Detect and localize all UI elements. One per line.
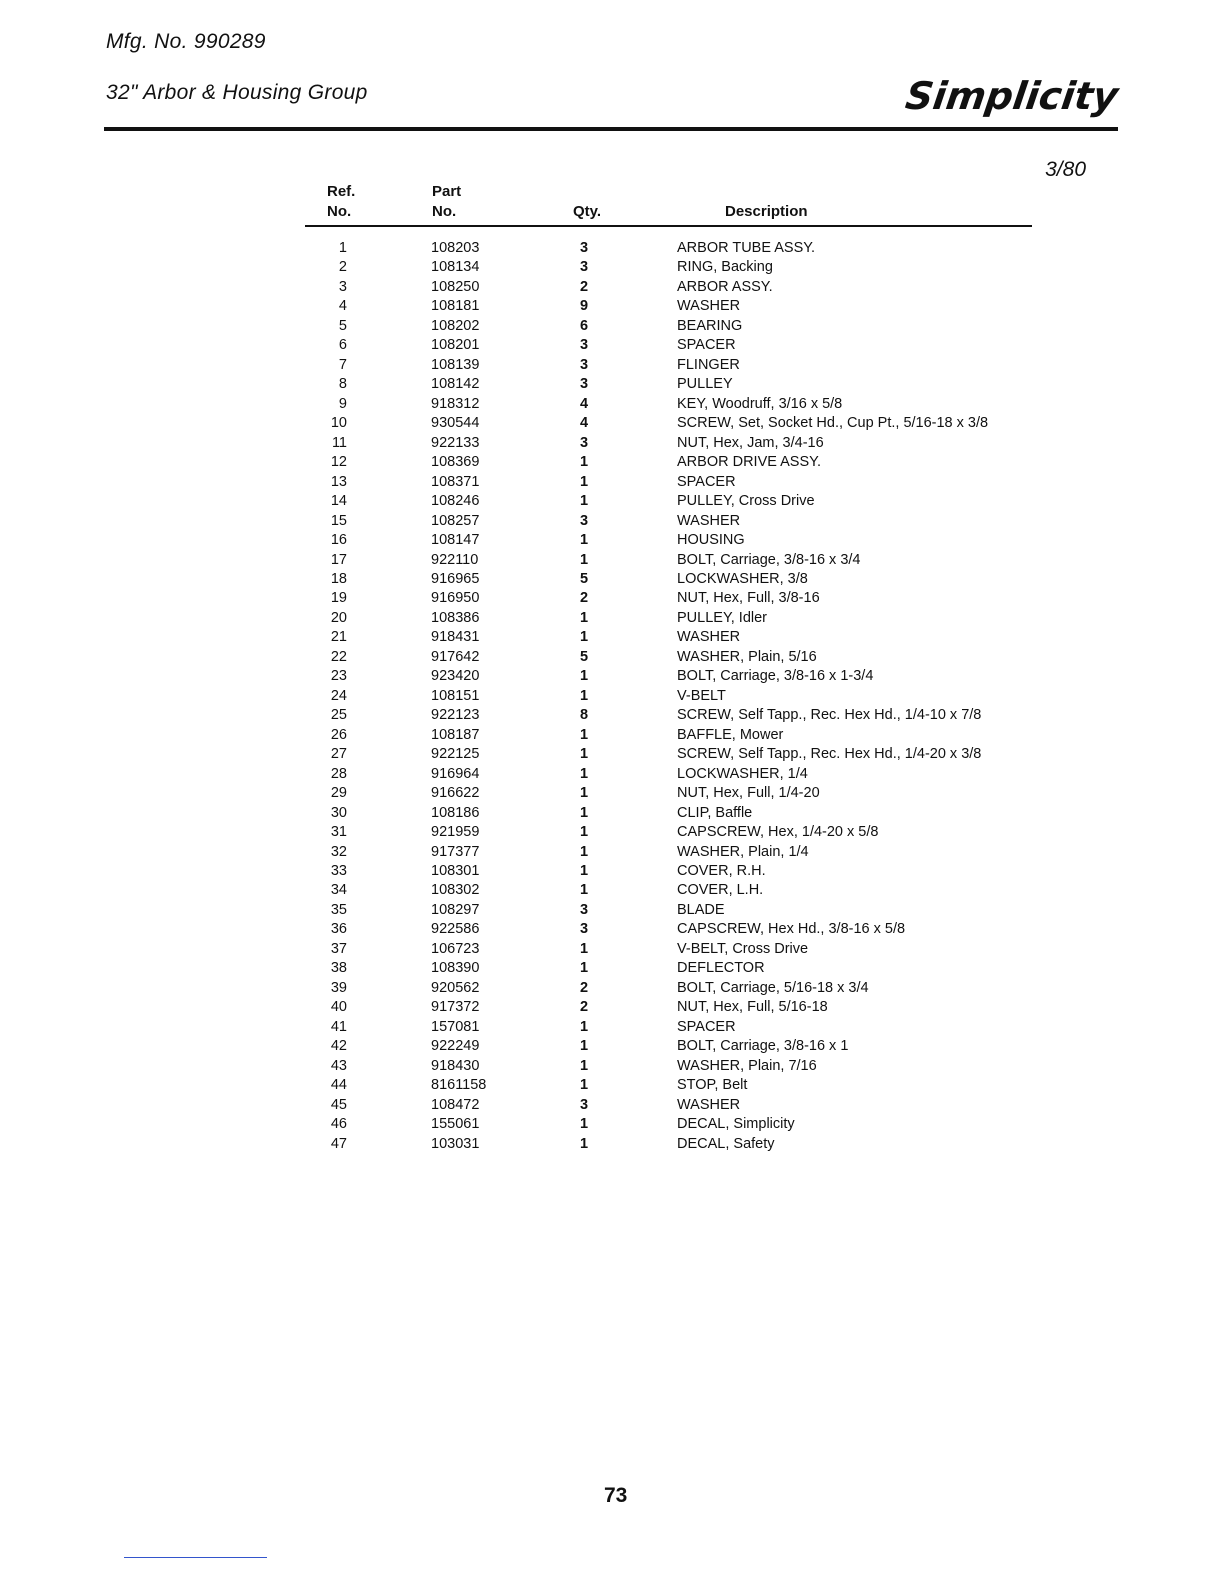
description: BOLT, Carriage, 3/8-16 x 1 [677, 1038, 849, 1055]
ref-number: 47 [330, 1135, 347, 1152]
description: ARBOR DRIVE ASSY. [677, 454, 821, 471]
ref-number: 5 [338, 317, 347, 334]
quantity: 1 [579, 804, 589, 821]
quantity: 3 [579, 921, 589, 938]
quantity: 1 [579, 746, 589, 763]
description: DEFLECTOR [677, 960, 765, 977]
quantity: 1 [579, 629, 589, 646]
description: LOCKWASHER, 3/8 [677, 570, 808, 587]
header-underline [305, 225, 1032, 227]
ref-number: 14 [330, 493, 347, 510]
table-row [305, 804, 1035, 823]
ref-number: 4 [338, 298, 347, 315]
table-row [305, 414, 1035, 433]
table-row [305, 667, 1035, 686]
table-row [305, 648, 1035, 667]
description: WASHER [677, 298, 741, 315]
part-number: 103031 [431, 1135, 480, 1152]
ref-number: 2 [338, 259, 347, 276]
table-row [305, 589, 1035, 608]
ref-number: 43 [330, 1057, 347, 1074]
table-row [305, 317, 1035, 336]
table-row [305, 570, 1035, 589]
part-number: 917372 [431, 999, 480, 1016]
ref-number: 44 [330, 1077, 347, 1094]
quantity: 1 [579, 960, 589, 977]
table-row [305, 940, 1035, 959]
col-header-qty: Qty. [573, 203, 602, 220]
part-number: 922586 [431, 921, 480, 938]
quantity: 5 [579, 648, 589, 665]
part-number: 916964 [431, 765, 480, 782]
part-number: 155061 [431, 1116, 480, 1133]
table-row [305, 1115, 1035, 1134]
table-row [305, 356, 1035, 375]
part-number: 922133 [431, 434, 480, 451]
table-row [305, 765, 1035, 784]
col-header-ref: Ref. No. [327, 183, 356, 220]
part-number: 108369 [431, 454, 480, 471]
part-number: 108472 [431, 1096, 480, 1113]
quantity: 1 [579, 882, 589, 899]
quantity: 2 [579, 999, 589, 1016]
table-row [305, 726, 1035, 745]
ref-number: 19 [330, 590, 347, 607]
quantity: 1 [579, 824, 589, 841]
ref-number: 22 [330, 648, 347, 665]
brand-logo: Simplicity [903, 74, 1122, 118]
description: NUT, Hex, Full, 5/16-18 [677, 999, 828, 1016]
table-row [305, 862, 1035, 881]
col-header-part: Part No. [432, 183, 462, 220]
part-number: 923420 [431, 668, 480, 685]
table-row [305, 297, 1035, 316]
description: STOP, Belt [677, 1077, 748, 1094]
quantity: 3 [579, 337, 589, 354]
part-number: 108181 [431, 298, 480, 315]
revision-date: 3/80 [1045, 158, 1086, 181]
part-number: 916950 [431, 590, 480, 607]
table-row [305, 959, 1035, 978]
ref-number: 38 [330, 960, 347, 977]
ref-number: 39 [330, 979, 347, 996]
part-number: 921959 [431, 824, 480, 841]
quantity: 1 [579, 940, 589, 957]
quantity: 2 [579, 278, 589, 295]
quantity: 4 [579, 395, 589, 412]
ref-number: 26 [330, 726, 347, 743]
description: HOUSING [677, 532, 745, 549]
quantity: 2 [579, 590, 589, 607]
table-header [305, 180, 1035, 225]
quantity: 1 [579, 765, 589, 782]
description: NUT, Hex, Full, 3/8-16 [677, 590, 820, 607]
table-row [305, 881, 1035, 900]
table-row [305, 512, 1035, 531]
footer-line [124, 1557, 267, 1558]
header-rule [104, 127, 1118, 131]
part-number: 108250 [431, 278, 480, 295]
ref-number: 12 [330, 454, 347, 471]
part-number: 108257 [431, 512, 480, 529]
col-header-description: Description [725, 203, 808, 220]
ref-number: 46 [330, 1116, 347, 1133]
description: BOLT, Carriage, 3/8-16 x 1-3/4 [677, 668, 874, 685]
table-row [305, 1096, 1035, 1115]
ref-number: 42 [330, 1038, 347, 1055]
part-number: 922123 [431, 707, 480, 724]
description: KEY, Woodruff, 3/16 x 5/8 [677, 395, 843, 412]
quantity: 1 [579, 1018, 589, 1035]
part-number: 920562 [431, 979, 480, 996]
part-number: 918431 [431, 629, 480, 646]
quantity: 3 [579, 356, 589, 373]
table-row [305, 258, 1035, 277]
ref-number: 6 [338, 337, 347, 354]
description: V-BELT, Cross Drive [677, 940, 809, 957]
ref-number: 32 [330, 843, 347, 860]
description: RING, Backing [677, 259, 773, 276]
part-number: 108151 [431, 687, 480, 704]
description: CLIP, Baffle [677, 804, 753, 821]
description: DECAL, Simplicity [677, 1116, 795, 1133]
ref-number: 40 [330, 999, 347, 1016]
description: SPACER [677, 1018, 736, 1035]
part-number: 922110 [431, 551, 479, 568]
quantity: 3 [579, 259, 589, 276]
quantity: 4 [579, 415, 589, 432]
description: SPACER [677, 473, 736, 490]
ref-number: 16 [330, 532, 347, 549]
ref-number: 28 [330, 765, 347, 782]
quantity: 2 [579, 979, 589, 996]
part-number: 108386 [431, 609, 480, 626]
table-row [305, 843, 1035, 862]
part-number: 916622 [431, 785, 480, 802]
description: SCREW, Self Tapp., Rec. Hex Hd., 1/4-20 x 3/8 [677, 746, 982, 763]
ref-number: 15 [330, 512, 347, 529]
quantity: 3 [579, 901, 589, 918]
ref-number: 21 [330, 629, 347, 646]
ref-number: 17 [330, 551, 347, 568]
ref-number: 9 [338, 395, 347, 412]
table-row [305, 492, 1035, 511]
description: COVER, L.H. [677, 882, 764, 899]
table-row [305, 278, 1035, 297]
quantity: 3 [579, 376, 589, 393]
quantity: 1 [579, 668, 589, 685]
description: PULLEY [677, 376, 733, 393]
table-row [305, 687, 1035, 706]
ref-number: 31 [330, 824, 347, 841]
ref-number: 45 [330, 1096, 347, 1113]
description: V-BELT [677, 687, 726, 704]
part-number: 108390 [431, 960, 480, 977]
quantity: 8 [579, 707, 589, 724]
ref-number: 35 [330, 901, 347, 918]
description: BAFFLE, Mower [677, 726, 784, 743]
ref-number: 29 [330, 785, 347, 802]
description: ARBOR ASSY. [677, 278, 773, 295]
table-row [305, 706, 1035, 725]
part-number: 108246 [431, 493, 480, 510]
description: WASHER [677, 512, 741, 529]
part-number: 8161158 [431, 1077, 487, 1094]
part-number: 108302 [431, 882, 480, 899]
description: WASHER [677, 629, 741, 646]
part-number: 108187 [431, 726, 480, 743]
part-number: 918312 [431, 395, 480, 412]
table-row [305, 628, 1035, 647]
table-row [305, 1018, 1035, 1037]
part-number: 108139 [431, 356, 480, 373]
table-row [305, 375, 1035, 394]
part-number: 916965 [431, 570, 480, 587]
description: PULLEY, Cross Drive [677, 493, 815, 510]
quantity: 1 [579, 785, 589, 802]
description: CAPSCREW, Hex Hd., 3/8-16 x 5/8 [677, 921, 906, 938]
part-number: 108371 [431, 473, 480, 490]
description: NUT, Hex, Jam, 3/4-16 [677, 434, 824, 451]
description: LOCKWASHER, 1/4 [677, 765, 808, 782]
table-row [305, 1057, 1035, 1076]
quantity: 1 [579, 532, 589, 549]
table-row [305, 609, 1035, 628]
part-number: 157081 [431, 1018, 480, 1035]
part-number: 108134 [431, 259, 480, 276]
part-number: 108203 [431, 240, 480, 256]
description: BOLT, Carriage, 5/16-18 x 3/4 [677, 979, 869, 996]
quantity: 1 [579, 454, 589, 471]
part-number: 108202 [431, 317, 480, 334]
table-row [305, 551, 1035, 570]
ref-number: 33 [330, 863, 347, 879]
ref-number: 36 [330, 921, 347, 938]
quantity: 1 [579, 493, 589, 510]
part-number: 106723 [431, 940, 480, 957]
description: BLADE [677, 901, 725, 918]
table-row [305, 1076, 1035, 1095]
quantity: 1 [579, 1077, 589, 1094]
description: CAPSCREW, Hex, 1/4-20 x 5/8 [677, 824, 879, 841]
table-row [305, 979, 1035, 998]
ref-number: 10 [330, 415, 347, 432]
ref-number: 8 [338, 376, 347, 393]
description: PULLEY, Idler [677, 609, 768, 626]
ref-number: 1 [338, 240, 347, 256]
table-row [305, 239, 1035, 258]
table-row [305, 336, 1035, 355]
part-number: 108147 [431, 532, 480, 549]
description: WASHER, Plain, 7/16 [677, 1057, 817, 1074]
part-number: 930544 [431, 415, 480, 432]
quantity: 1 [579, 687, 589, 704]
description: SCREW, Self Tapp., Rec. Hex Hd., 1/4-10 x 7/8 [677, 707, 982, 724]
quantity: 3 [579, 512, 589, 529]
part-number: 917642 [431, 648, 480, 665]
ref-number: 34 [330, 882, 347, 899]
ref-number: 13 [330, 473, 347, 490]
ref-number: 25 [330, 707, 347, 724]
quantity: 3 [579, 1096, 589, 1113]
quantity: 1 [579, 551, 589, 568]
quantity: 1 [579, 609, 589, 626]
ref-number: 27 [330, 746, 347, 763]
description: BEARING [677, 317, 743, 334]
ref-number: 20 [330, 609, 347, 626]
ref-number: 23 [330, 668, 347, 685]
part-number: 108142 [431, 376, 480, 393]
description: SCREW, Set, Socket Hd., Cup Pt., 5/16-18 x 3/8 [677, 415, 989, 432]
part-number: 922249 [431, 1038, 480, 1055]
mfg-number: Mfg. No. 990289 [106, 30, 266, 53]
ref-number: 3 [338, 278, 347, 295]
part-number: 922125 [431, 746, 480, 763]
table-row [305, 1135, 1035, 1154]
table-row [305, 998, 1035, 1017]
quantity: 1 [579, 726, 589, 743]
ref-number: 18 [330, 570, 347, 587]
description: FLINGER [677, 356, 740, 373]
description: WASHER, Plain, 5/16 [677, 648, 817, 665]
quantity: 3 [579, 434, 589, 451]
page-number: 73 [604, 1484, 628, 1507]
quantity: 1 [579, 1038, 589, 1055]
table-row [305, 453, 1035, 472]
table-row [305, 531, 1035, 550]
table-row [305, 745, 1035, 764]
quantity: 1 [579, 473, 589, 490]
group-title: 32" Arbor & Housing Group [106, 81, 368, 104]
quantity: 3 [579, 240, 589, 256]
description: NUT, Hex, Full, 1/4-20 [677, 785, 820, 802]
quantity: 1 [579, 863, 589, 879]
ref-number: 37 [330, 940, 347, 957]
table-row [305, 920, 1035, 939]
part-number: 917377 [431, 843, 480, 860]
parts-table [305, 180, 1035, 1154]
description: SPACER [677, 337, 736, 354]
ref-number: 30 [330, 804, 347, 821]
table-row [305, 434, 1035, 453]
quantity: 5 [579, 570, 589, 587]
table-row [305, 901, 1035, 920]
table-body [305, 239, 1035, 1154]
ref-number: 11 [331, 434, 347, 451]
description: WASHER, Plain, 1/4 [677, 843, 809, 860]
quantity: 1 [579, 1135, 589, 1152]
part-number: 918430 [431, 1057, 480, 1074]
description: BOLT, Carriage, 3/8-16 x 3/4 [677, 551, 861, 568]
description: DECAL, Safety [677, 1135, 775, 1152]
quantity: 1 [579, 843, 589, 860]
table-row [305, 784, 1035, 803]
part-number: 108297 [431, 901, 480, 918]
part-number: 108301 [431, 863, 480, 879]
quantity: 1 [579, 1057, 589, 1074]
ref-number: 7 [338, 356, 347, 373]
description: WASHER [677, 1096, 741, 1113]
part-number: 108186 [431, 804, 480, 821]
description: COVER, R.H. [677, 863, 766, 879]
part-number: 108201 [431, 337, 480, 354]
quantity: 6 [579, 317, 589, 334]
table-row [305, 395, 1035, 414]
description: ARBOR TUBE ASSY. [677, 240, 816, 256]
quantity: 1 [579, 1116, 589, 1133]
ref-number: 24 [330, 687, 347, 704]
table-row [305, 473, 1035, 492]
table-row [305, 1037, 1035, 1056]
ref-number: 41 [330, 1018, 347, 1035]
quantity: 9 [579, 298, 589, 315]
table-row [305, 823, 1035, 842]
